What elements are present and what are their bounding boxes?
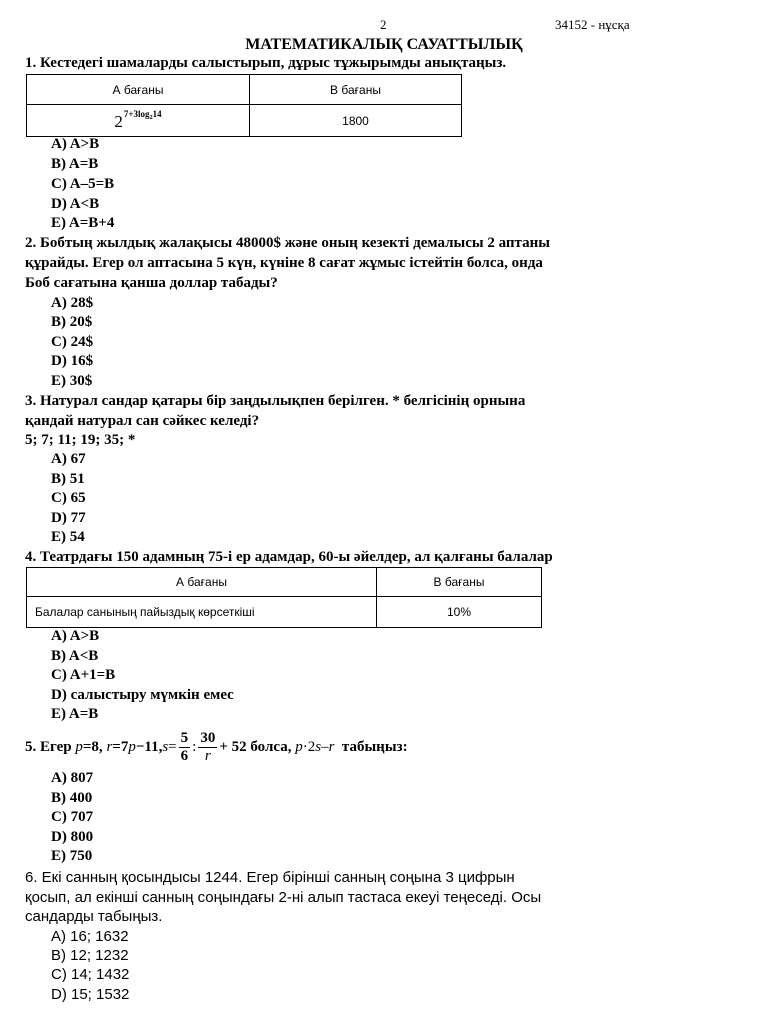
q4-col-a-header: А бағаны (27, 568, 377, 597)
q5-fraction-2: $\frac{30}{r}$ (200, 729, 216, 764)
q3-option-a[interactable]: A) 67 (51, 451, 86, 467)
question-3-sequence: 5; 7; 11; 19; 35; * (25, 432, 136, 448)
q2-option-b[interactable]: B) 20$ (51, 314, 93, 330)
q5-option-d[interactable]: D) 800 (51, 829, 94, 845)
q1-col-a-header: А бағаны (27, 75, 250, 105)
q4-option-d[interactable]: D) салыстыру мүмкін емес (51, 687, 234, 703)
question-4-table (26, 567, 542, 628)
q5-option-e[interactable]: E) 750 (51, 848, 93, 864)
q1-cell-b: 1800 (250, 105, 462, 137)
q4-option-e[interactable]: E) A=B (51, 706, 99, 722)
question-6-line-1: 6. Екі санның қосындысы 1244. Егер бірінші санның соңына 3 цифрын (25, 869, 515, 886)
q5-option-b[interactable]: B) 400 (51, 790, 93, 806)
q4-cell-a: Балалар санының пайыздық көрсеткіші (27, 597, 377, 628)
question-2-line-2: құрайды. Егер ол аптасына 5 күн, күніне 8 сағат жұмыс істейтін болса, онда (25, 255, 543, 271)
q3-option-c[interactable]: C) 65 (51, 490, 86, 506)
q4-option-a[interactable]: A) A>B (51, 628, 100, 644)
question-1-text: 1. Кестедегі шамаларды салыстырып, дұрыс тұжырымды анықтаңыз. (25, 55, 507, 71)
q6-option-a[interactable]: A) 16; 1632 (51, 928, 129, 945)
q1-a-base: 2 (114, 112, 123, 131)
q6-option-b[interactable]: B) 12; 1232 (51, 947, 129, 964)
q4-option-b[interactable]: B) A<B (51, 648, 99, 664)
question-4-text: 4. Театрдағы 150 адамның 75-і ер адамдар, 60-ы әйелдер, ал қалғаны балалар (25, 549, 553, 565)
q4-option-c[interactable]: C) A+1=B (51, 667, 116, 683)
variant-label: 34152 - нұсқа (555, 17, 630, 32)
q3-option-b[interactable]: B) 51 (51, 471, 85, 487)
q1-col-b-header: В бағаны (250, 75, 462, 105)
q1-option-d[interactable]: D) A<B (51, 196, 100, 212)
q3-option-d[interactable]: D) 77 (51, 510, 86, 526)
question-6-line-2: қосып, ал екінші санның соңындағы 2-ні алып тастаса екеуі теңеседі. Осы (25, 889, 542, 906)
page-number: 2 (380, 17, 387, 32)
q4-cell-b: 10% (377, 597, 542, 628)
q4-col-b-header: В бағаны (377, 568, 542, 597)
question-5-text: 5. Егер p =8, r =7 p −11, s = $\frac{5}{6}$ : $\frac{30}{r}$ + 52 болса, p ·2 s – r табыңыз: (25, 729, 408, 764)
question-3-line-1: 3. Натурал сандар қатары бір заңдылықпен берілген. * белгісінің орнына (25, 393, 526, 409)
q1-cell-a (27, 105, 250, 137)
question-1-table (26, 74, 462, 137)
question-6-line-3: сандарды табыңыз. (25, 908, 163, 925)
q5-fraction-1: $\frac{5}{6}$ (180, 729, 189, 764)
q3-option-e[interactable]: E) 54 (51, 529, 85, 545)
q1-a-exponent: 7+3log214 (123, 109, 162, 121)
q6-option-c[interactable]: C) 14; 1432 (51, 966, 130, 983)
q2-option-c[interactable]: C) 24$ (51, 334, 94, 350)
q5-option-a[interactable]: A) 807 (51, 770, 94, 786)
q1-option-e[interactable]: E) A=B+4 (51, 215, 115, 231)
q6-option-d[interactable]: D) 15; 1532 (51, 986, 130, 1003)
q2-option-a[interactable]: A) 28$ (51, 295, 94, 311)
question-2-line-1: 2. Бобтың жылдық жалақысы 48000$ және оның кезекті демалысы 2 аптаны (25, 235, 550, 251)
q1-option-b[interactable]: B) A=B (51, 156, 99, 172)
q2-option-e[interactable]: E) 30$ (51, 373, 93, 389)
page-title: МАТЕМАТИКАЛЫҚ САУАТТЫЛЫҚ (245, 36, 523, 53)
question-2-line-3: Боб сағатына қанша доллар табады? (25, 275, 278, 291)
q2-option-d[interactable]: D) 16$ (51, 353, 94, 369)
q1-option-a[interactable]: A) A>B (51, 136, 100, 152)
q5-option-c[interactable]: C) 707 (51, 809, 94, 825)
question-3-line-2: қандай натурал сан сәйкес келеді? (25, 413, 260, 429)
q1-option-c[interactable]: C) A–5=B (51, 176, 115, 192)
